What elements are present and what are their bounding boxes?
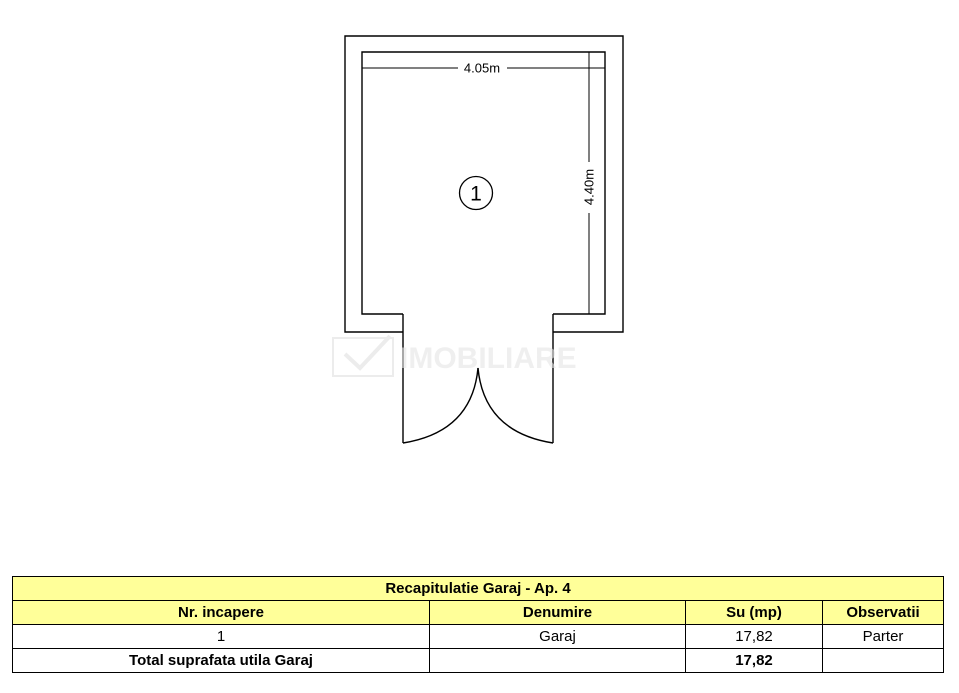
table-total-row [13, 649, 944, 673]
door-swing-right [478, 368, 553, 443]
cell-su: 17,82 [686, 625, 823, 649]
total-denumire [430, 649, 686, 673]
header-observatii: Observatii [823, 601, 944, 625]
room-number: 1 [470, 182, 482, 206]
table-title: Recapitulatie Garaj - Ap. 4 [13, 577, 944, 601]
header-nr-incapere: Nr. incapere [13, 601, 430, 625]
width-dimension-label: 4.05m [463, 60, 501, 76]
header-su: Su (mp) [686, 601, 823, 625]
total-label: Total suprafata utila Garaj [13, 649, 430, 673]
height-dimension-label: 4.40m [581, 168, 597, 206]
total-observatii [823, 649, 944, 673]
table-row [13, 625, 944, 649]
header-denumire: Denumire [430, 601, 686, 625]
total-su: 17,82 [686, 649, 823, 673]
cell-denumire: Garaj [430, 625, 686, 649]
cell-observatii: Parter [823, 625, 944, 649]
cell-nr: 1 [13, 625, 430, 649]
table-title-row [13, 577, 944, 601]
watermark-check-icon [345, 336, 390, 368]
watermark-text: IMOBILIARE [400, 342, 577, 375]
table-header-row [13, 601, 944, 625]
inner-wall [362, 52, 605, 314]
summary-table [12, 576, 944, 673]
door-swing-left [403, 368, 478, 443]
watermark [333, 336, 577, 376]
